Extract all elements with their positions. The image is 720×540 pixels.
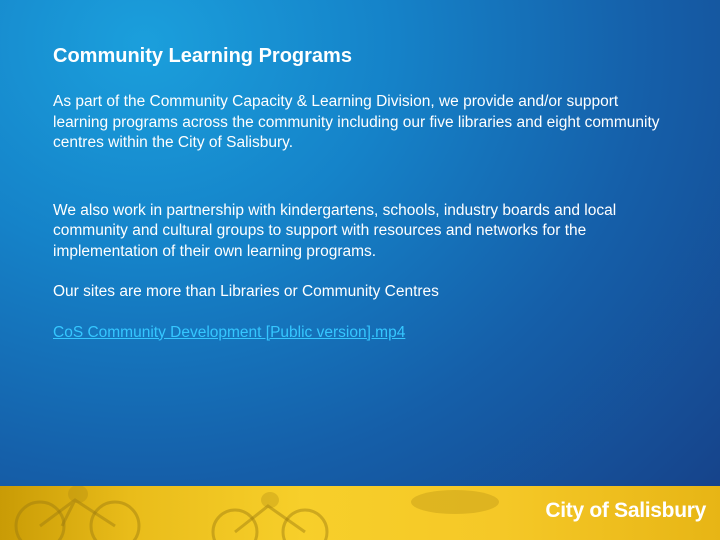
cyclists-photo (0, 486, 560, 540)
paragraph-division: As part of the Community Capacity & Learning Division, we provide and/or support learning programs across the community including our five libraries and eight community centres within the City of Salisbury. (53, 93, 660, 151)
footer-banner (0, 486, 720, 540)
paragraph-partnership: We also work in partnership with kindergartens, schools, industry boards and local community and cultural groups to support with resources and networks for the implementation of their own learning programs. (53, 201, 617, 260)
video-link[interactable]: CoS Community Development [Public version].mp4 (53, 323, 406, 341)
slide-title: Community Learning Programs (53, 45, 352, 67)
paragraph-sites: Our sites are more than Libraries or Community Centres (53, 283, 439, 300)
slide-content (53, 40, 673, 343)
city-of-salisbury-logo: City of Salisbury (545, 499, 706, 522)
